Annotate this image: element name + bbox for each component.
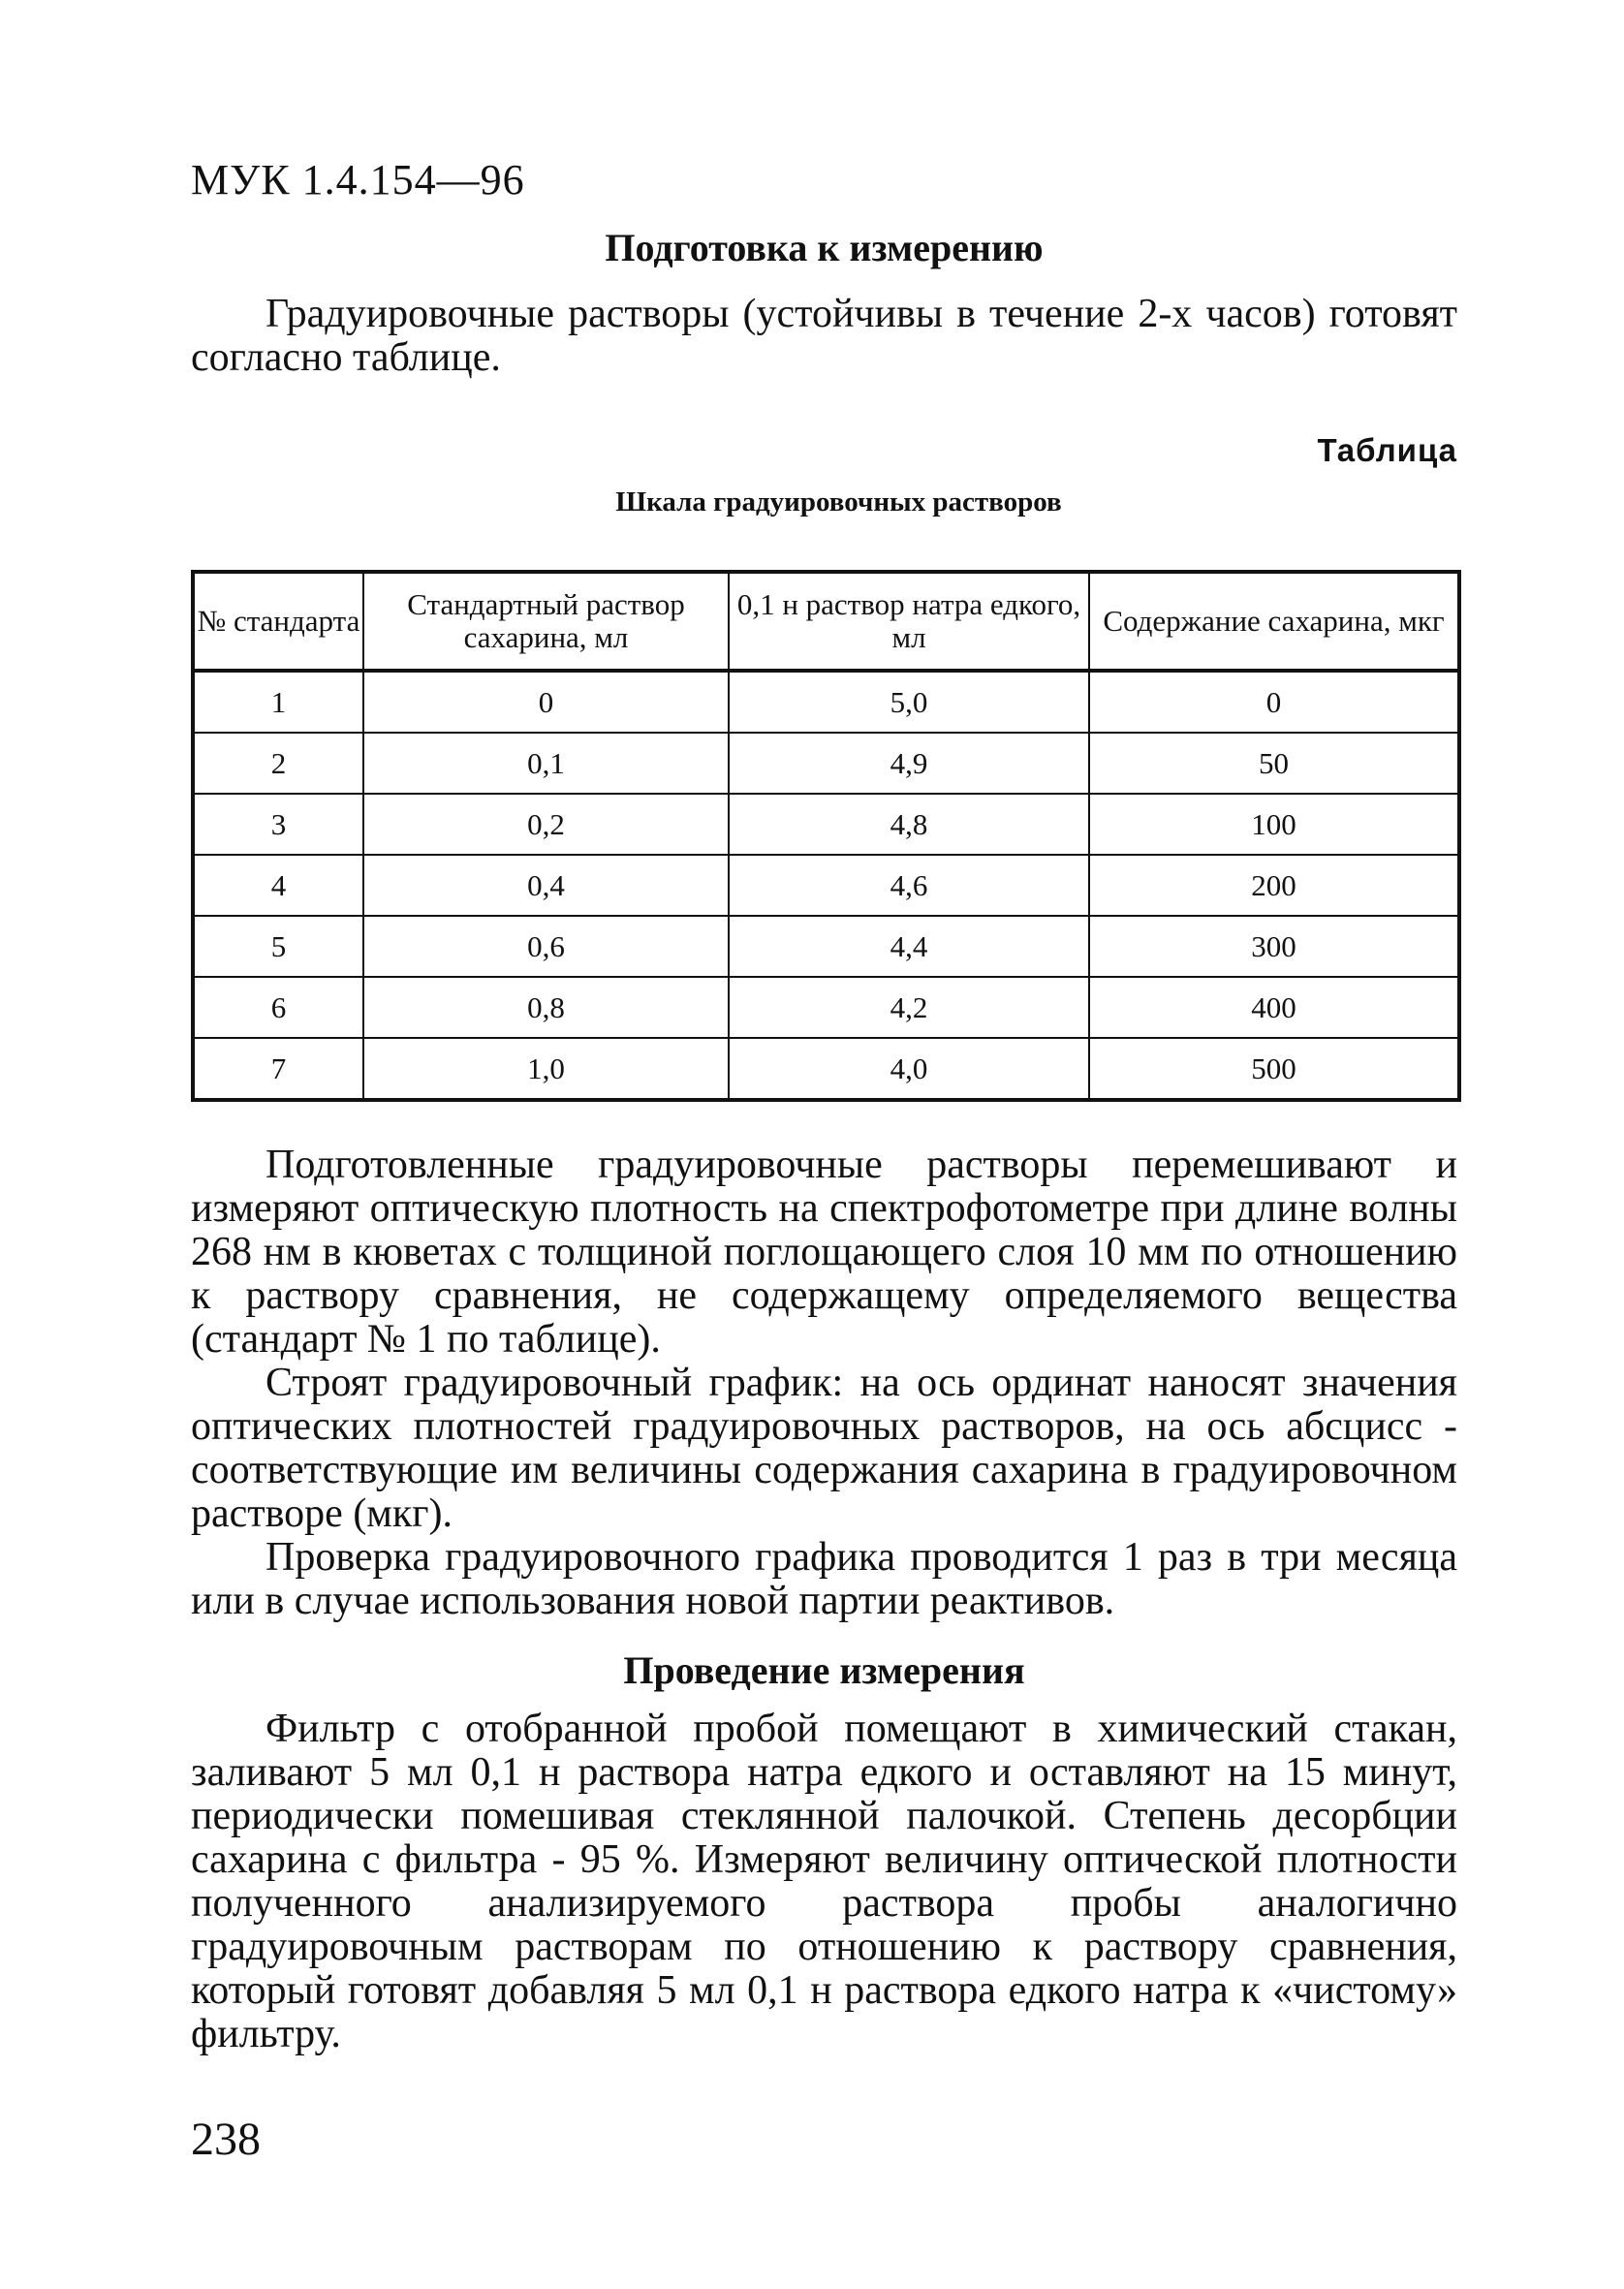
table-cell: 0,6	[363, 916, 729, 977]
paragraph-text: Фильтр с отобранной пробой помещают в химический стакан, заливают 5 мл 0,1 н раствора натра едкого и оставляют на 15 минут, периодически помешивая стеклянной палочкой. Степень десорбции сахарина с фильтра - 95 %. Измеряют величину оптической плотности полученного анализируемого раствора пробы аналогично градуировочным растворам по отношению к раствору сравнения, который готовят добавляя 5 мл 0,1 н раствора едкого натра к «чистому» фильтру.	[191, 1707, 1457, 2056]
paragraph-text: Подготовленные градуировочные растворы перемешивают и измеряют оптическую плотность на спектрофотометре при длине волны 268 нм в кюветах с толщиной поглощающего слоя 10 мм по отношению к раствору сравнения, не содержащему определяемого вещества (стандарт № 1 по таблице).	[191, 1143, 1457, 1362]
table-cell: 500	[1089, 1038, 1459, 1100]
table-cell: 400	[1089, 977, 1459, 1038]
section-heading-measurement: Проведение измерения	[623, 1648, 1025, 1692]
calibration-table	[191, 570, 1461, 1102]
paragraph-text: Строят градуировочный график: на ось ординат наносят значения оптических плотностей градуировочных растворов, на ось абсцисс - соответствующие им величины содержания сахарина в градуировочном растворе (мкг).	[191, 1361, 1457, 1536]
table-cell: 7	[193, 1038, 363, 1100]
table-cell: 4,9	[729, 733, 1089, 794]
table-label: Таблица	[1317, 432, 1457, 468]
page-number: 238	[191, 2114, 261, 2165]
table-cell: 3	[193, 794, 363, 855]
table-cell: 0,8	[363, 977, 729, 1038]
table-cell: 4	[193, 855, 363, 916]
header-naoh-volume: 0,1 н раствор натра едкого, мл	[729, 572, 1089, 671]
table-row	[193, 916, 1459, 977]
table-cell: 5,0	[729, 671, 1089, 733]
table-cell: 4,6	[729, 855, 1089, 916]
table-cell: 50	[1089, 733, 1459, 794]
table-row	[193, 977, 1459, 1038]
table-cell: 0,4	[363, 855, 729, 916]
table-cell: 1,0	[363, 1038, 729, 1100]
table-cell: 0,2	[363, 794, 729, 855]
paragraph-text: Проверка градуировочного графика проводится 1 раз в три месяца или в случае использования новой партии реактивов.	[191, 1535, 1457, 1623]
table-cell: 0,1	[363, 733, 729, 794]
paragraph-graph-check	[191, 1536, 1457, 1623]
table-cell: 4,8	[729, 794, 1089, 855]
header-saccharin-content: Содержание сахарина, мкг	[1089, 572, 1459, 671]
table-cell: 4,0	[729, 1038, 1089, 1100]
table-cell: 5	[193, 916, 363, 977]
table-cell: 2	[193, 733, 363, 794]
table-cell: 200	[1089, 855, 1459, 916]
paragraph-preparation	[191, 293, 1457, 380]
table-row	[193, 1038, 1459, 1100]
paragraph-calibration-graph	[191, 1362, 1457, 1536]
table-cell: 100	[1089, 794, 1459, 855]
table-cell: 0	[1089, 671, 1459, 733]
document-code: МУК 1.4.154—96	[191, 156, 525, 204]
header-standard-number: № стандарта	[193, 572, 363, 671]
table-row	[193, 794, 1459, 855]
table-row	[193, 855, 1459, 916]
table-cell: 300	[1089, 916, 1459, 977]
table-row	[193, 671, 1459, 733]
table-cell: 6	[193, 977, 363, 1038]
paragraph-text: Градуировочные растворы (устойчивы в течение 2-х часов) готовят согласно таблице.	[191, 292, 1457, 380]
header-saccharin-volume: Стандартный раствор сахарина, мл	[363, 572, 729, 671]
table-cell: 0	[363, 671, 729, 733]
table-header-row	[193, 572, 1459, 671]
table-cell: 4,4	[729, 916, 1089, 977]
paragraph-calibration-measurement	[191, 1144, 1457, 1362]
table-title: Шкала градуировочных растворов	[615, 486, 1062, 517]
paragraph-measurement	[191, 1708, 1457, 2056]
table-cell: 1	[193, 671, 363, 733]
table-cell: 4,2	[729, 977, 1089, 1038]
section-heading-preparation: Подготовка к измерению	[605, 226, 1044, 269]
table-row	[193, 733, 1459, 794]
